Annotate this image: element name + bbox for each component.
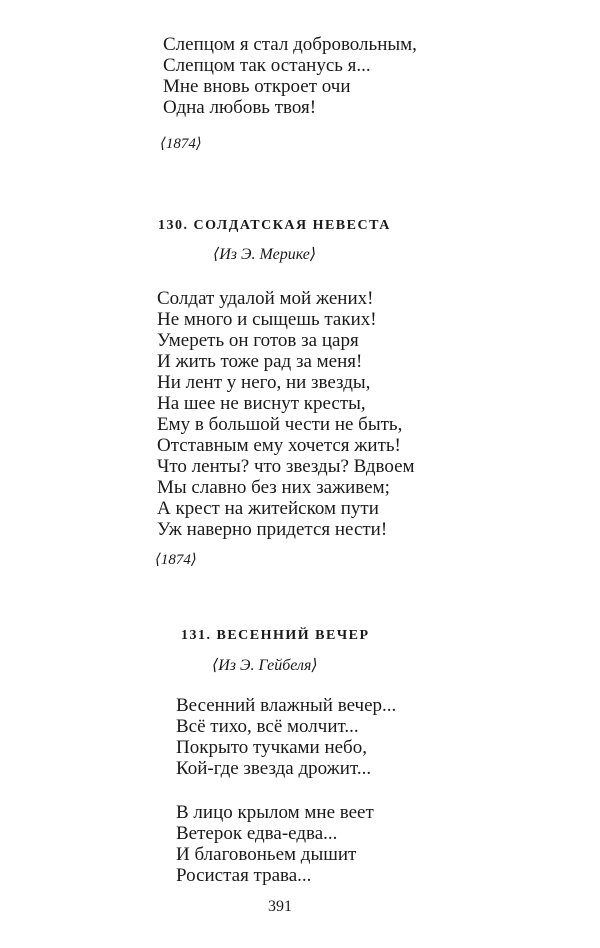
poem-131-stanza1-line-2: Всё тихо, всё молчит... — [176, 716, 359, 737]
poem-131-stanza2-line-3: И благовоньем дышит — [176, 844, 357, 865]
poem-130-line-4: И жить тоже рад за меня! — [157, 351, 363, 372]
poem-end-line-2: Слепцом так останусь я... — [163, 55, 371, 76]
poem-131-heading: 131. ВЕСЕННИЙ ВЕЧЕР — [181, 628, 370, 643]
poem-end-line-4: Одна любовь твоя! — [163, 97, 317, 118]
poem-130-line-1: Солдат удалой мой жених! — [157, 288, 374, 309]
poem-end-date: ⟨1874⟩ — [160, 136, 202, 152]
poem-130-source: ⟨Из Э. Мерике⟩ — [213, 246, 317, 263]
poem-130-line-10: Мы славно без них заживем; — [157, 477, 390, 498]
poem-131-stanza2-line-2: Ветерок едва-едва... — [176, 823, 338, 844]
poem-131-stanza1-line-1: Весенний влажный вечер... — [176, 695, 397, 716]
poem-131-stanza1-line-4: Кой-где звезда дрожит... — [176, 758, 372, 779]
poem-131-stanza2-line-4: Росистая трава... — [176, 865, 312, 886]
poem-131-source: ⟨Из Э. Гейбеля⟩ — [212, 657, 318, 674]
poem-130-heading: 130. СОЛДАТСКАЯ НЕВЕСТА — [158, 218, 391, 233]
poem-130-line-12: Уж наверно придется нести! — [157, 519, 388, 540]
poem-130-line-7: Ему в большой чести не быть, — [157, 414, 403, 435]
poem-130-date: ⟨1874⟩ — [155, 552, 197, 568]
poem-130-line-11: А крест на житейском пути — [157, 498, 379, 519]
poem-130-line-8: Отставным ему хочется жить! — [157, 435, 401, 456]
poem-end-line-1: Слепцом я стал добровольным, — [163, 34, 417, 55]
poem-130-line-6: На шее не виснут кресты, — [157, 393, 366, 414]
poem-131-stanza1-line-3: Покрыто тучками небо, — [176, 737, 367, 758]
page-number: 391 — [268, 898, 292, 915]
poem-130-line-2: Не много и сыщешь таких! — [157, 309, 377, 330]
poem-131-stanza2-line-1: В лицо крылом мне веет — [176, 802, 374, 823]
poem-end-line-3: Мне вновь откроет очи — [163, 76, 351, 97]
poem-130-line-9: Что ленты? что звезды? Вдвоем — [157, 456, 415, 477]
poem-130-line-3: Умереть он готов за царя — [157, 330, 359, 351]
poem-130-line-5: Ни лент у него, ни звезды, — [157, 372, 371, 393]
